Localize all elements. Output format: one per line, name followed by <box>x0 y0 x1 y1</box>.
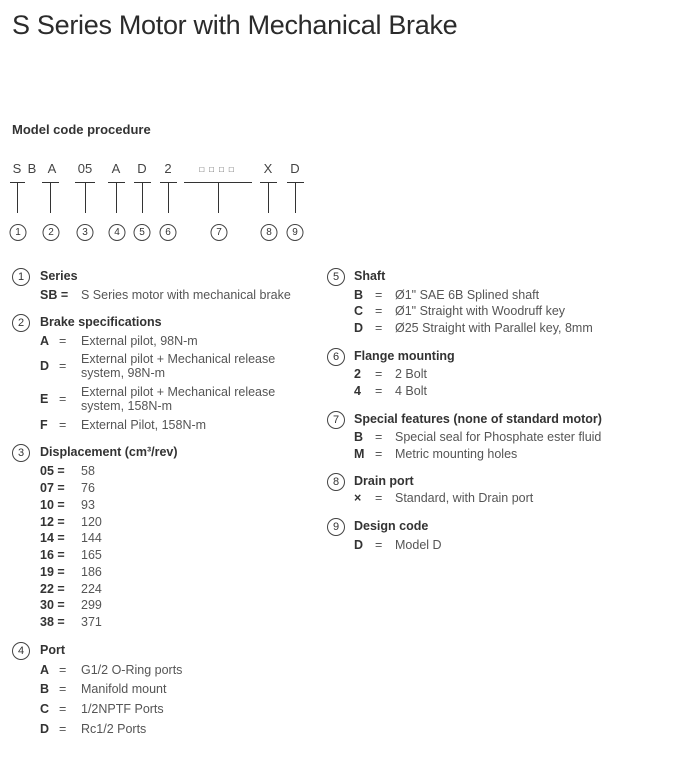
section-num-flange: 6 <box>327 348 345 366</box>
code-num-7: 7 <box>211 224 228 241</box>
section-title-port: Port <box>40 643 65 657</box>
list-item-value: External pilot + Mechanical release system, 98N-m <box>81 352 276 380</box>
tee-stem <box>85 182 86 213</box>
code-num-8: 8 <box>261 224 278 241</box>
code-char-port: A <box>111 161 121 176</box>
tee-stem <box>168 182 169 213</box>
code-char-flange: 2 <box>164 161 172 176</box>
code-num-6: 6 <box>160 224 177 241</box>
code-num-1: 1 <box>10 224 27 241</box>
section-title-series: Series <box>40 269 78 283</box>
section-num-displacement: 3 <box>12 444 30 462</box>
code-char-special: □□□□ <box>199 165 239 174</box>
section-title-flange: Flange mounting <box>354 349 455 363</box>
list-item-value: External pilot + Mechanical release system, 158N-m <box>81 385 276 413</box>
section-num-special: 7 <box>327 411 345 429</box>
tee-stem <box>218 182 219 213</box>
code-num-5: 5 <box>134 224 151 241</box>
tee-stem <box>142 182 143 213</box>
section-title-shaft: Shaft <box>354 269 386 283</box>
section-num-shaft: 5 <box>327 268 345 286</box>
tee-stem <box>268 182 269 213</box>
code-char-shaft: D <box>137 161 147 176</box>
section-title-brake: Brake specifications <box>40 315 162 329</box>
section-num-design: 9 <box>327 518 345 536</box>
code-char-brake: A <box>47 161 57 176</box>
section-num-series: 1 <box>12 268 30 286</box>
section-title-special: Special features (none of standard motor) <box>354 412 602 426</box>
section-title-drain: Drain port <box>354 474 414 488</box>
code-char-s: S <box>12 161 22 176</box>
page-title: S Series Motor with Mechanical Brake <box>12 10 458 40</box>
section-title-displacement: Displacement (cm³/rev) <box>40 445 178 459</box>
section-num-brake: 2 <box>12 314 30 332</box>
code-char-drain: X <box>263 161 273 176</box>
tee-stem <box>116 182 117 213</box>
section-num-drain: 8 <box>327 473 345 491</box>
tee-stem <box>295 182 296 213</box>
code-char-b: B <box>27 161 37 176</box>
code-num-9: 9 <box>287 224 304 241</box>
section-num-port: 4 <box>12 642 30 660</box>
code-num-2: 2 <box>43 224 60 241</box>
code-num-4: 4 <box>109 224 126 241</box>
code-num-3: 3 <box>77 224 94 241</box>
tee-stem <box>17 182 18 213</box>
code-char-design: D <box>290 161 300 176</box>
code-char-displacement: 05 <box>77 161 93 176</box>
section-title-design: Design code <box>354 519 429 533</box>
procedure-heading: Model code procedure <box>12 122 151 137</box>
tee-stem <box>50 182 51 213</box>
